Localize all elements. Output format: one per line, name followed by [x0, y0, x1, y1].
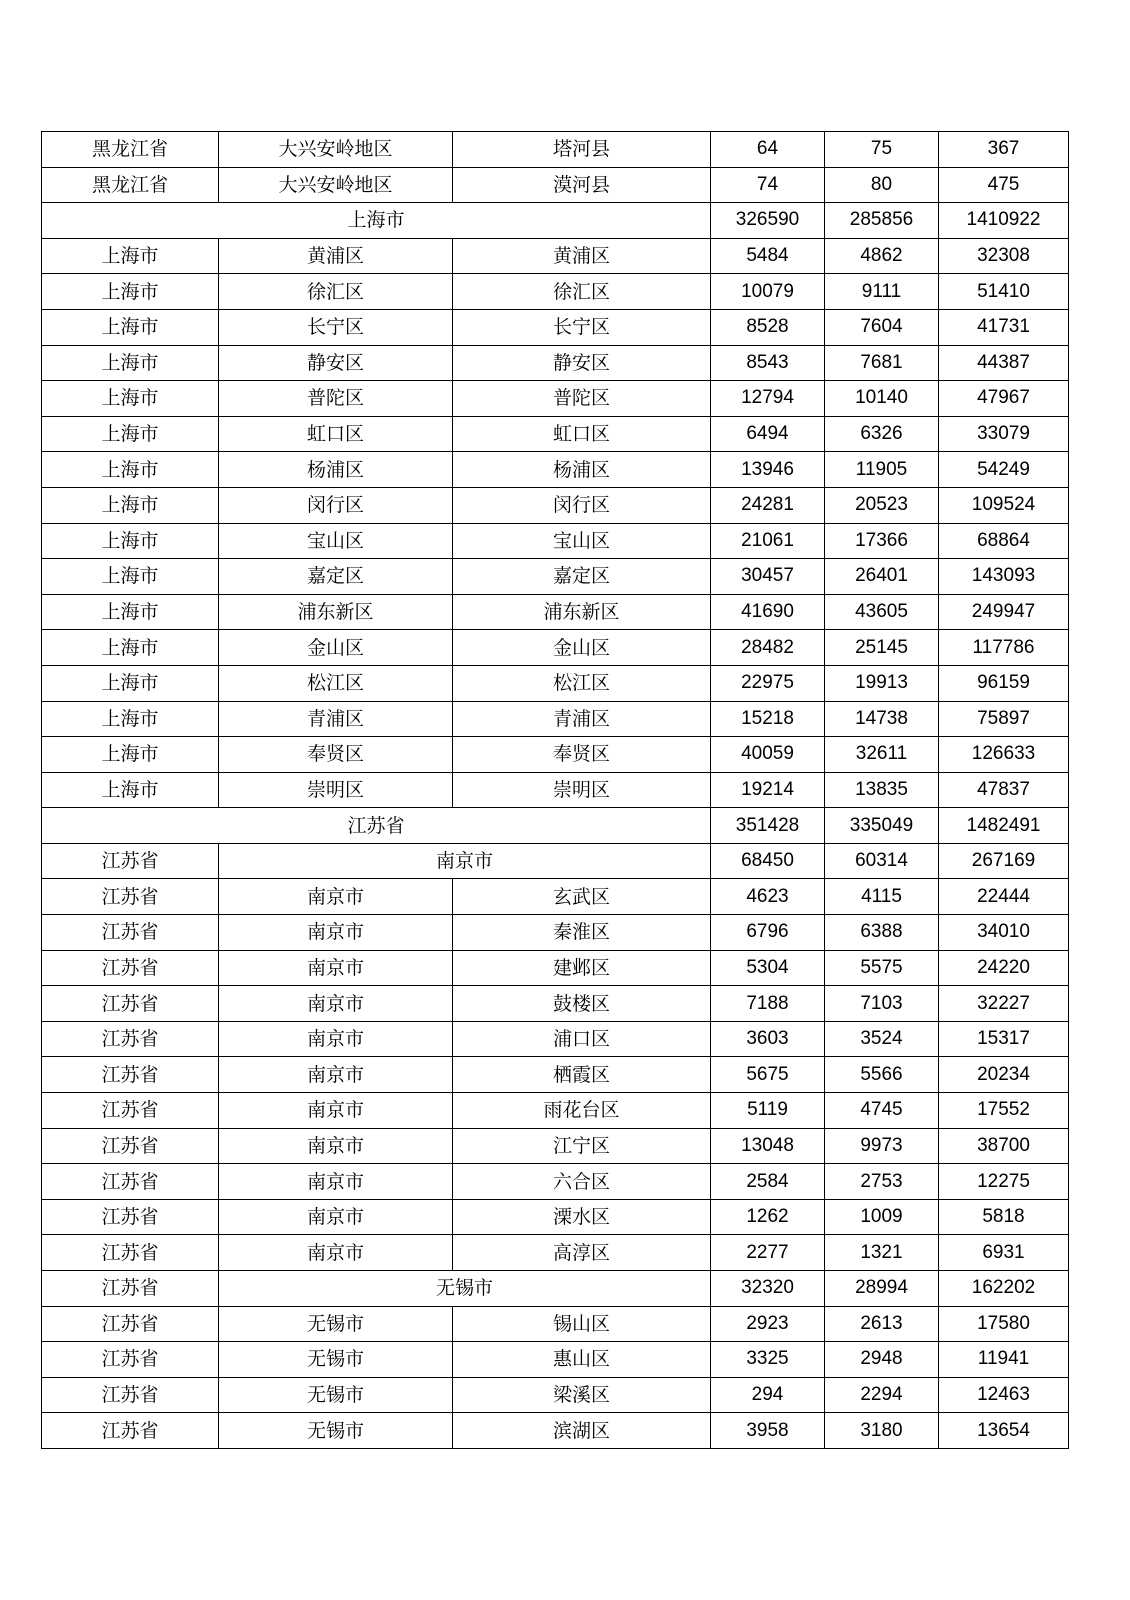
value-cell-3: 32227 — [939, 986, 1069, 1022]
county-cell: 梁溪区 — [453, 1377, 711, 1413]
province-cell: 上海市 — [42, 701, 219, 737]
city-cell: 黄浦区 — [219, 238, 453, 274]
county-cell: 嘉定区 — [453, 559, 711, 595]
value-cell-3: 32308 — [939, 238, 1069, 274]
province-cell: 上海市 — [42, 665, 219, 701]
value-cell-2: 4745 — [825, 1093, 939, 1129]
value-cell-3: 47837 — [939, 772, 1069, 808]
province-name-cell: 江苏省 — [42, 808, 711, 844]
county-cell: 宝山区 — [453, 523, 711, 559]
city-cell: 大兴安岭地区 — [219, 167, 453, 203]
value-cell-2: 43605 — [825, 594, 939, 630]
value-cell-2: 4115 — [825, 879, 939, 915]
value-cell-2: 2294 — [825, 1377, 939, 1413]
table-row — [42, 381, 1069, 417]
value-cell-2: 5566 — [825, 1057, 939, 1093]
value-cell-1: 21061 — [711, 523, 825, 559]
city-name-cell: 南京市 — [219, 843, 711, 879]
table-row — [42, 986, 1069, 1022]
table-row — [42, 915, 1069, 951]
value-cell-3: 44387 — [939, 345, 1069, 381]
value-cell-1: 12794 — [711, 381, 825, 417]
province-cell: 上海市 — [42, 274, 219, 310]
value-cell-3: 54249 — [939, 452, 1069, 488]
county-cell: 黄浦区 — [453, 238, 711, 274]
city-cell: 南京市 — [219, 1021, 453, 1057]
city-cell: 无锡市 — [219, 1306, 453, 1342]
city-cell: 浦东新区 — [219, 594, 453, 630]
city-cell: 南京市 — [219, 1199, 453, 1235]
value-cell-3: 20234 — [939, 1057, 1069, 1093]
value-cell-3: 41731 — [939, 309, 1069, 345]
value-cell-1: 294 — [711, 1377, 825, 1413]
province-cell: 江苏省 — [42, 1199, 219, 1235]
value-cell-3: 475 — [939, 167, 1069, 203]
province-cell: 江苏省 — [42, 1235, 219, 1271]
county-cell: 静安区 — [453, 345, 711, 381]
value-cell-1: 13048 — [711, 1128, 825, 1164]
value-cell-2: 2948 — [825, 1342, 939, 1378]
value-cell-1: 28482 — [711, 630, 825, 666]
county-cell: 高淳区 — [453, 1235, 711, 1271]
value-cell-3: 47967 — [939, 381, 1069, 417]
value-cell-3: 75897 — [939, 701, 1069, 737]
table-row — [42, 523, 1069, 559]
value-cell-1: 7188 — [711, 986, 825, 1022]
table-row — [42, 1093, 1069, 1129]
province-cell: 江苏省 — [42, 1128, 219, 1164]
value-cell-2: 10140 — [825, 381, 939, 417]
city-cell: 静安区 — [219, 345, 453, 381]
value-cell-3: 34010 — [939, 915, 1069, 951]
value-cell-1: 5119 — [711, 1093, 825, 1129]
value-cell-3: 367 — [939, 132, 1069, 168]
city-cell: 崇明区 — [219, 772, 453, 808]
table-row — [42, 452, 1069, 488]
city-total-row — [42, 843, 1069, 879]
city-total-row — [42, 1271, 1069, 1307]
value-cell-1: 3325 — [711, 1342, 825, 1378]
province-cell: 江苏省 — [42, 879, 219, 915]
county-cell: 建邺区 — [453, 950, 711, 986]
table-row — [42, 665, 1069, 701]
table-row — [42, 487, 1069, 523]
table-row — [42, 1235, 1069, 1271]
table-row — [42, 701, 1069, 737]
value-cell-2: 25145 — [825, 630, 939, 666]
city-cell: 南京市 — [219, 1128, 453, 1164]
value-cell-2: 9111 — [825, 274, 939, 310]
province-name-cell: 上海市 — [42, 203, 711, 239]
table-row — [42, 772, 1069, 808]
value-cell-1: 2923 — [711, 1306, 825, 1342]
value-cell-3: 15317 — [939, 1021, 1069, 1057]
county-cell: 溧水区 — [453, 1199, 711, 1235]
value-cell-1: 30457 — [711, 559, 825, 595]
value-cell-1: 13946 — [711, 452, 825, 488]
province-cell: 上海市 — [42, 772, 219, 808]
value-cell-3: 5818 — [939, 1199, 1069, 1235]
city-cell: 无锡市 — [219, 1413, 453, 1449]
table-body — [42, 132, 1069, 1449]
value-cell-2: 335049 — [825, 808, 939, 844]
value-cell-3: 13654 — [939, 1413, 1069, 1449]
province-total-row — [42, 808, 1069, 844]
province-cell: 江苏省 — [42, 1021, 219, 1057]
province-cell: 江苏省 — [42, 1164, 219, 1200]
value-cell-2: 2613 — [825, 1306, 939, 1342]
province-cell: 上海市 — [42, 487, 219, 523]
table-row — [42, 167, 1069, 203]
statistics-table — [41, 131, 1069, 1449]
county-cell: 闵行区 — [453, 487, 711, 523]
city-cell: 虹口区 — [219, 416, 453, 452]
city-cell: 南京市 — [219, 1164, 453, 1200]
county-cell: 栖霞区 — [453, 1057, 711, 1093]
table-row — [42, 1021, 1069, 1057]
city-name-cell: 无锡市 — [219, 1271, 711, 1307]
value-cell-3: 24220 — [939, 950, 1069, 986]
city-cell: 宝山区 — [219, 523, 453, 559]
value-cell-3: 96159 — [939, 665, 1069, 701]
value-cell-1: 4623 — [711, 879, 825, 915]
value-cell-3: 12463 — [939, 1377, 1069, 1413]
value-cell-3: 267169 — [939, 843, 1069, 879]
province-cell: 江苏省 — [42, 1413, 219, 1449]
county-cell: 徐汇区 — [453, 274, 711, 310]
table-row — [42, 630, 1069, 666]
city-cell: 普陀区 — [219, 381, 453, 417]
value-cell-1: 41690 — [711, 594, 825, 630]
table-row — [42, 737, 1069, 773]
city-cell: 徐汇区 — [219, 274, 453, 310]
value-cell-2: 14738 — [825, 701, 939, 737]
value-cell-1: 8543 — [711, 345, 825, 381]
county-cell: 奉贤区 — [453, 737, 711, 773]
value-cell-2: 6326 — [825, 416, 939, 452]
province-cell: 上海市 — [42, 416, 219, 452]
value-cell-1: 40059 — [711, 737, 825, 773]
value-cell-3: 38700 — [939, 1128, 1069, 1164]
value-cell-2: 80 — [825, 167, 939, 203]
value-cell-3: 109524 — [939, 487, 1069, 523]
province-cell: 江苏省 — [42, 1057, 219, 1093]
value-cell-2: 3180 — [825, 1413, 939, 1449]
city-cell: 杨浦区 — [219, 452, 453, 488]
table-row — [42, 559, 1069, 595]
value-cell-2: 7604 — [825, 309, 939, 345]
value-cell-1: 32320 — [711, 1271, 825, 1307]
city-cell: 闵行区 — [219, 487, 453, 523]
table-row — [42, 238, 1069, 274]
table-row — [42, 132, 1069, 168]
province-cell: 上海市 — [42, 309, 219, 345]
value-cell-3: 68864 — [939, 523, 1069, 559]
table-row — [42, 1342, 1069, 1378]
county-cell: 漠河县 — [453, 167, 711, 203]
city-cell: 奉贤区 — [219, 737, 453, 773]
value-cell-1: 326590 — [711, 203, 825, 239]
province-cell: 江苏省 — [42, 1306, 219, 1342]
city-cell: 南京市 — [219, 950, 453, 986]
value-cell-2: 2753 — [825, 1164, 939, 1200]
value-cell-2: 7681 — [825, 345, 939, 381]
city-cell: 青浦区 — [219, 701, 453, 737]
county-cell: 金山区 — [453, 630, 711, 666]
value-cell-3: 22444 — [939, 879, 1069, 915]
value-cell-2: 26401 — [825, 559, 939, 595]
value-cell-2: 17366 — [825, 523, 939, 559]
province-cell: 上海市 — [42, 238, 219, 274]
table-row — [42, 1057, 1069, 1093]
value-cell-2: 4862 — [825, 238, 939, 274]
table-row — [42, 594, 1069, 630]
county-cell: 鼓楼区 — [453, 986, 711, 1022]
value-cell-3: 17552 — [939, 1093, 1069, 1129]
value-cell-1: 1262 — [711, 1199, 825, 1235]
county-cell: 塔河县 — [453, 132, 711, 168]
value-cell-2: 19913 — [825, 665, 939, 701]
county-cell: 普陀区 — [453, 381, 711, 417]
value-cell-2: 13835 — [825, 772, 939, 808]
value-cell-1: 64 — [711, 132, 825, 168]
value-cell-3: 12275 — [939, 1164, 1069, 1200]
province-cell: 江苏省 — [42, 843, 219, 879]
table-row — [42, 345, 1069, 381]
value-cell-2: 9973 — [825, 1128, 939, 1164]
county-cell: 六合区 — [453, 1164, 711, 1200]
value-cell-1: 3958 — [711, 1413, 825, 1449]
province-cell: 江苏省 — [42, 1377, 219, 1413]
province-cell: 黑龙江省 — [42, 167, 219, 203]
table-row — [42, 1199, 1069, 1235]
province-cell: 上海市 — [42, 559, 219, 595]
city-cell: 南京市 — [219, 915, 453, 951]
province-cell: 上海市 — [42, 737, 219, 773]
city-cell: 南京市 — [219, 1235, 453, 1271]
value-cell-3: 143093 — [939, 559, 1069, 595]
value-cell-1: 2277 — [711, 1235, 825, 1271]
value-cell-2: 285856 — [825, 203, 939, 239]
value-cell-3: 33079 — [939, 416, 1069, 452]
province-cell: 上海市 — [42, 452, 219, 488]
value-cell-3: 162202 — [939, 1271, 1069, 1307]
value-cell-3: 1482491 — [939, 808, 1069, 844]
value-cell-1: 5484 — [711, 238, 825, 274]
value-cell-1: 68450 — [711, 843, 825, 879]
value-cell-3: 249947 — [939, 594, 1069, 630]
table-row — [42, 274, 1069, 310]
city-cell: 南京市 — [219, 986, 453, 1022]
city-cell: 金山区 — [219, 630, 453, 666]
table-row — [42, 1413, 1069, 1449]
table-row — [42, 1164, 1069, 1200]
county-cell: 松江区 — [453, 665, 711, 701]
value-cell-2: 20523 — [825, 487, 939, 523]
province-cell: 上海市 — [42, 345, 219, 381]
value-cell-2: 6388 — [825, 915, 939, 951]
county-cell: 玄武区 — [453, 879, 711, 915]
city-cell: 南京市 — [219, 879, 453, 915]
value-cell-1: 2584 — [711, 1164, 825, 1200]
value-cell-1: 6796 — [711, 915, 825, 951]
value-cell-3: 17580 — [939, 1306, 1069, 1342]
province-cell: 江苏省 — [42, 986, 219, 1022]
value-cell-1: 74 — [711, 167, 825, 203]
value-cell-2: 32611 — [825, 737, 939, 773]
value-cell-1: 19214 — [711, 772, 825, 808]
value-cell-2: 75 — [825, 132, 939, 168]
value-cell-1: 22975 — [711, 665, 825, 701]
value-cell-3: 51410 — [939, 274, 1069, 310]
county-cell: 虹口区 — [453, 416, 711, 452]
city-cell: 无锡市 — [219, 1377, 453, 1413]
value-cell-2: 1321 — [825, 1235, 939, 1271]
province-cell: 上海市 — [42, 630, 219, 666]
county-cell: 秦淮区 — [453, 915, 711, 951]
table-row — [42, 1377, 1069, 1413]
value-cell-2: 28994 — [825, 1271, 939, 1307]
value-cell-3: 6931 — [939, 1235, 1069, 1271]
province-cell: 江苏省 — [42, 1342, 219, 1378]
city-cell: 长宁区 — [219, 309, 453, 345]
province-cell: 黑龙江省 — [42, 132, 219, 168]
value-cell-1: 24281 — [711, 487, 825, 523]
county-cell: 惠山区 — [453, 1342, 711, 1378]
province-cell: 江苏省 — [42, 950, 219, 986]
table-row — [42, 1128, 1069, 1164]
table-row — [42, 1306, 1069, 1342]
value-cell-2: 11905 — [825, 452, 939, 488]
value-cell-3: 11941 — [939, 1342, 1069, 1378]
value-cell-1: 6494 — [711, 416, 825, 452]
city-cell: 南京市 — [219, 1093, 453, 1129]
table-row — [42, 950, 1069, 986]
value-cell-3: 1410922 — [939, 203, 1069, 239]
county-cell: 滨湖区 — [453, 1413, 711, 1449]
value-cell-3: 117786 — [939, 630, 1069, 666]
value-cell-1: 8528 — [711, 309, 825, 345]
value-cell-1: 5304 — [711, 950, 825, 986]
value-cell-1: 15218 — [711, 701, 825, 737]
province-cell: 上海市 — [42, 381, 219, 417]
county-cell: 长宁区 — [453, 309, 711, 345]
city-cell: 无锡市 — [219, 1342, 453, 1378]
value-cell-1: 10079 — [711, 274, 825, 310]
county-cell: 雨花台区 — [453, 1093, 711, 1129]
county-cell: 锡山区 — [453, 1306, 711, 1342]
value-cell-3: 126633 — [939, 737, 1069, 773]
value-cell-1: 5675 — [711, 1057, 825, 1093]
value-cell-2: 5575 — [825, 950, 939, 986]
county-cell: 浦口区 — [453, 1021, 711, 1057]
province-cell: 江苏省 — [42, 1093, 219, 1129]
city-cell: 松江区 — [219, 665, 453, 701]
province-total-row — [42, 203, 1069, 239]
province-cell: 江苏省 — [42, 1271, 219, 1307]
province-cell: 上海市 — [42, 523, 219, 559]
value-cell-2: 3524 — [825, 1021, 939, 1057]
city-cell: 大兴安岭地区 — [219, 132, 453, 168]
city-cell: 嘉定区 — [219, 559, 453, 595]
value-cell-1: 351428 — [711, 808, 825, 844]
value-cell-1: 3603 — [711, 1021, 825, 1057]
province-cell: 上海市 — [42, 594, 219, 630]
table-row — [42, 879, 1069, 915]
value-cell-2: 60314 — [825, 843, 939, 879]
county-cell: 江宁区 — [453, 1128, 711, 1164]
province-cell: 江苏省 — [42, 915, 219, 951]
county-cell: 浦东新区 — [453, 594, 711, 630]
table-row — [42, 416, 1069, 452]
table-row — [42, 309, 1069, 345]
value-cell-2: 7103 — [825, 986, 939, 1022]
county-cell: 青浦区 — [453, 701, 711, 737]
county-cell: 杨浦区 — [453, 452, 711, 488]
county-cell: 崇明区 — [453, 772, 711, 808]
city-cell: 南京市 — [219, 1057, 453, 1093]
value-cell-2: 1009 — [825, 1199, 939, 1235]
